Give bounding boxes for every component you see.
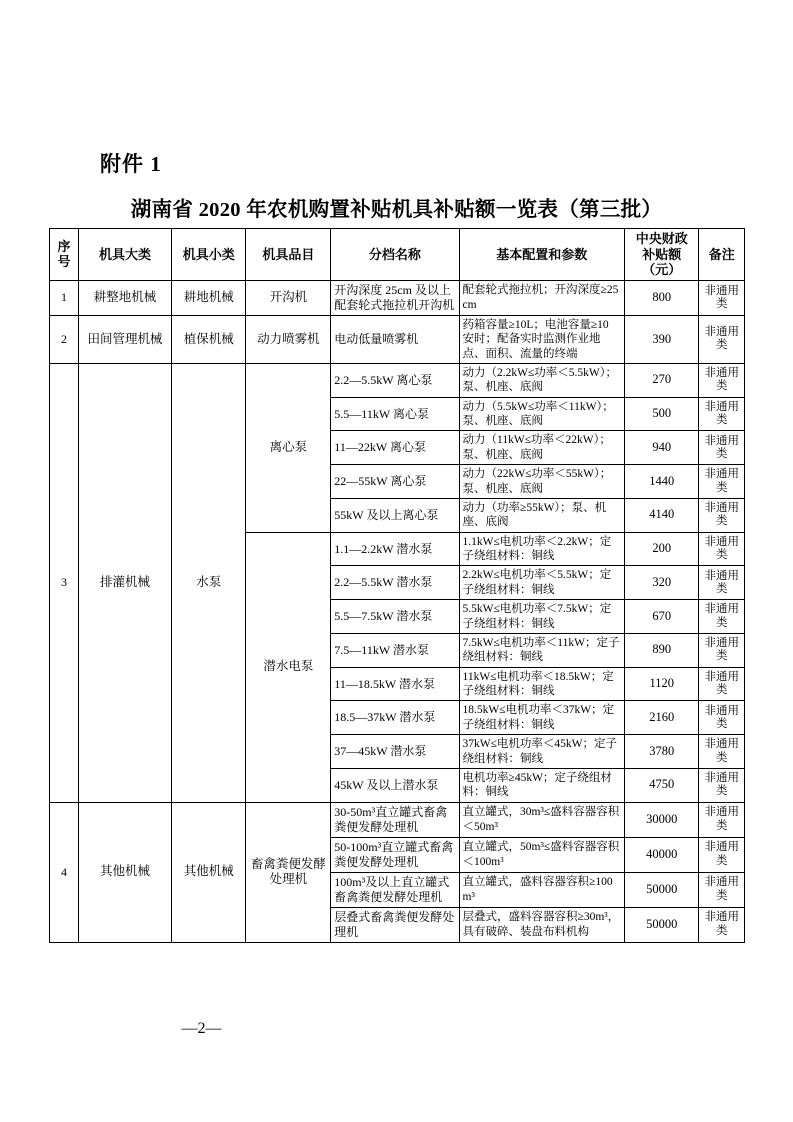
header-tier: 分档名称: [331, 229, 459, 281]
cell-note: 非通用类: [699, 735, 745, 769]
cell-category: 排灌机械: [78, 363, 171, 802]
cell-tier: 55kW 及以上离心泵: [331, 498, 459, 532]
cell-note: 非通用类: [699, 363, 745, 397]
cell-tier: 11—22kW 离心泵: [331, 431, 459, 465]
cell-tier: 37—45kW 潜水泵: [331, 735, 459, 769]
cell-subcategory: 植保机械: [172, 315, 246, 363]
header-subsidy-line2: 补贴额: [642, 246, 682, 262]
cell-spec: 层叠式，盛料容器容积≥30m³，具有破碎、装盘布料机构: [459, 907, 624, 942]
cell-amount: 200: [624, 532, 698, 566]
cell-note: 非通用类: [699, 872, 745, 907]
cell-spec: 2.2kW≤电机功率＜5.5kW；定子绕组材料：铜线: [459, 566, 624, 600]
header-note: 备注: [699, 229, 745, 281]
cell-amount: 670: [624, 600, 698, 634]
cell-note: 非通用类: [699, 465, 745, 499]
page-number-text: —2—: [181, 1020, 222, 1037]
cell-index: 4: [50, 802, 79, 942]
cell-spec: 5.5kW≤电机功率＜7.5kW；定子绕组材料：铜线: [459, 600, 624, 634]
cell-subcategory: 其他机械: [172, 802, 246, 942]
cell-spec: 直立罐式，30m³≤盛料容器容积＜50m³: [459, 802, 624, 837]
cell-spec: 电机功率≥45kW；定子绕组材料：铜线: [459, 768, 624, 802]
header-index-line2: 号: [57, 254, 71, 270]
cell-amount: 320: [624, 566, 698, 600]
cell-note: 非通用类: [699, 837, 745, 872]
cell-tier: 7.5—11kW 潜水泵: [331, 633, 459, 667]
attachment-label: 附件 1: [100, 152, 162, 176]
cell-note: 非通用类: [699, 315, 745, 363]
header-spec: 基本配置和参数: [459, 229, 624, 281]
cell-index: 3: [50, 363, 79, 802]
cell-tier: 5.5—11kW 离心泵: [331, 397, 459, 431]
cell-tier: 电动低量喷雾机: [331, 315, 459, 363]
cell-amount: 50000: [624, 907, 698, 942]
cell-item: 动力喷雾机: [246, 315, 331, 363]
cell-tier: 2.2—5.5kW 离心泵: [331, 363, 459, 397]
table-row: [50, 280, 745, 315]
cell-note: 非通用类: [699, 907, 745, 942]
cell-note: 非通用类: [699, 280, 745, 315]
cell-spec: 1.1kW≤电机功率＜2.2kW；定子绕组材料：铜线: [459, 532, 624, 566]
cell-tier: 11—18.5kW 潜水泵: [331, 667, 459, 701]
cell-note: 非通用类: [699, 768, 745, 802]
cell-index: 2: [50, 315, 79, 363]
cell-amount: 40000: [624, 837, 698, 872]
cell-amount: 390: [624, 315, 698, 363]
cell-spec: 11kW≤电机功率＜18.5kW；定子绕组材料：铜线: [459, 667, 624, 701]
cell-tier: 开沟深度 25cm 及以上配套轮式拖拉机开沟机: [331, 280, 459, 315]
header-index-line1: 序: [57, 238, 71, 254]
cell-amount: 890: [624, 633, 698, 667]
cell-item: 开沟机: [246, 280, 331, 315]
cell-spec: 37kW≤电机功率＜45kW；定子绕组材料：铜线: [459, 735, 624, 769]
subsidy-table: [49, 228, 745, 943]
cell-spec: 动力（11kW≤功率＜22kW）；泵、机座、底阀: [459, 431, 624, 465]
table-row: [50, 363, 745, 397]
table-row: [50, 802, 745, 837]
cell-amount: 800: [624, 280, 698, 315]
cell-note: 非通用类: [699, 532, 745, 566]
cell-tier: 100m³及以上直立罐式畜禽粪便发酵处理机: [331, 872, 459, 907]
cell-spec: 动力（5.5kW≤功率＜11kW）；泵、机座、底阀: [459, 397, 624, 431]
cell-amount: 1120: [624, 667, 698, 701]
cell-tier: 22—55kW 离心泵: [331, 465, 459, 499]
cell-tier: 30-50m³直立罐式畜禽粪便发酵处理机: [331, 802, 459, 837]
cell-category: 田间管理机械: [78, 315, 171, 363]
cell-spec: 直立罐式，50m³≤盛料容器容积＜100m³: [459, 837, 624, 872]
cell-item: 畜禽粪便发酵处理机: [246, 802, 331, 942]
cell-amount: 4140: [624, 498, 698, 532]
header-subsidy-line1: 中央财政: [635, 231, 688, 246]
cell-spec: 配套轮式拖拉机；开沟深度≥25cm: [459, 280, 624, 315]
cell-note: 非通用类: [699, 633, 745, 667]
header-index: [50, 229, 79, 281]
cell-spec: 直立罐式，盛料容器容积≥100m³: [459, 872, 624, 907]
cell-category: 其他机械: [78, 802, 171, 942]
table-header: [50, 229, 745, 281]
cell-amount: 1440: [624, 465, 698, 499]
cell-amount: 30000: [624, 802, 698, 837]
cell-note: 非通用类: [699, 600, 745, 634]
page-number: [0, 1020, 793, 1038]
cell-index: 1: [50, 280, 79, 315]
cell-tier: 层叠式畜禽粪便发酵处理机: [331, 907, 459, 942]
cell-amount: 3780: [624, 735, 698, 769]
cell-tier: 18.5—37kW 潜水泵: [331, 701, 459, 735]
cell-tier: 2.2—5.5kW 潜水泵: [331, 566, 459, 600]
cell-tier: 50-100m³直立罐式畜禽粪便发酵处理机: [331, 837, 459, 872]
cell-tier: 1.1—2.2kW 潜水泵: [331, 532, 459, 566]
cell-note: 非通用类: [699, 802, 745, 837]
cell-category: 耕整地机械: [78, 280, 171, 315]
cell-amount: 940: [624, 431, 698, 465]
table-row: [50, 315, 745, 363]
cell-note: 非通用类: [699, 397, 745, 431]
cell-amount: 4750: [624, 768, 698, 802]
cell-note: 非通用类: [699, 566, 745, 600]
cell-spec: 药箱容量≥10L；电池容量≥10 安时；配备实时监测作业地点、面积、流量的终端: [459, 315, 624, 363]
cell-note: 非通用类: [699, 498, 745, 532]
header-subsidy: [624, 229, 698, 281]
cell-subcategory: 耕地机械: [172, 280, 246, 315]
cell-note: 非通用类: [699, 431, 745, 465]
cell-tier: 5.5—7.5kW 潜水泵: [331, 600, 459, 634]
cell-spec: 动力（2.2kW≤功率＜5.5kW）；泵、机座、底阀: [459, 363, 624, 397]
table-header-row: [50, 229, 745, 281]
header-subcategory: 机具小类: [172, 229, 246, 281]
table-body: [50, 280, 745, 942]
page-title: 湖南省 2020 年农机购置补贴机具补贴额一览表（第三批）: [130, 199, 663, 221]
cell-spec: 动力（功率≥55kW）；泵、机座、底阀: [459, 498, 624, 532]
cell-amount: 270: [624, 363, 698, 397]
cell-item: 离心泵: [246, 363, 331, 532]
cell-amount: 50000: [624, 872, 698, 907]
cell-note: 非通用类: [699, 701, 745, 735]
cell-note: 非通用类: [699, 667, 745, 701]
cell-amount: 2160: [624, 701, 698, 735]
cell-spec: 18.5kW≤电机功率＜37kW；定子绕组材料：铜线: [459, 701, 624, 735]
cell-spec: 7.5kW≤电机功率＜11kW；定子绕组材料：铜线: [459, 633, 624, 667]
header-subsidy-line3: （元）: [642, 262, 682, 278]
cell-amount: 500: [624, 397, 698, 431]
cell-spec: 动力（22kW≤功率＜55kW）；泵、机座、底阀: [459, 465, 624, 499]
header-category: 机具大类: [78, 229, 171, 281]
cell-subcategory: 水泵: [172, 363, 246, 802]
cell-item: 潜水电泵: [246, 532, 331, 802]
cell-tier: 45kW 及以上潜水泵: [331, 768, 459, 802]
header-item: 机具品目: [246, 229, 331, 281]
